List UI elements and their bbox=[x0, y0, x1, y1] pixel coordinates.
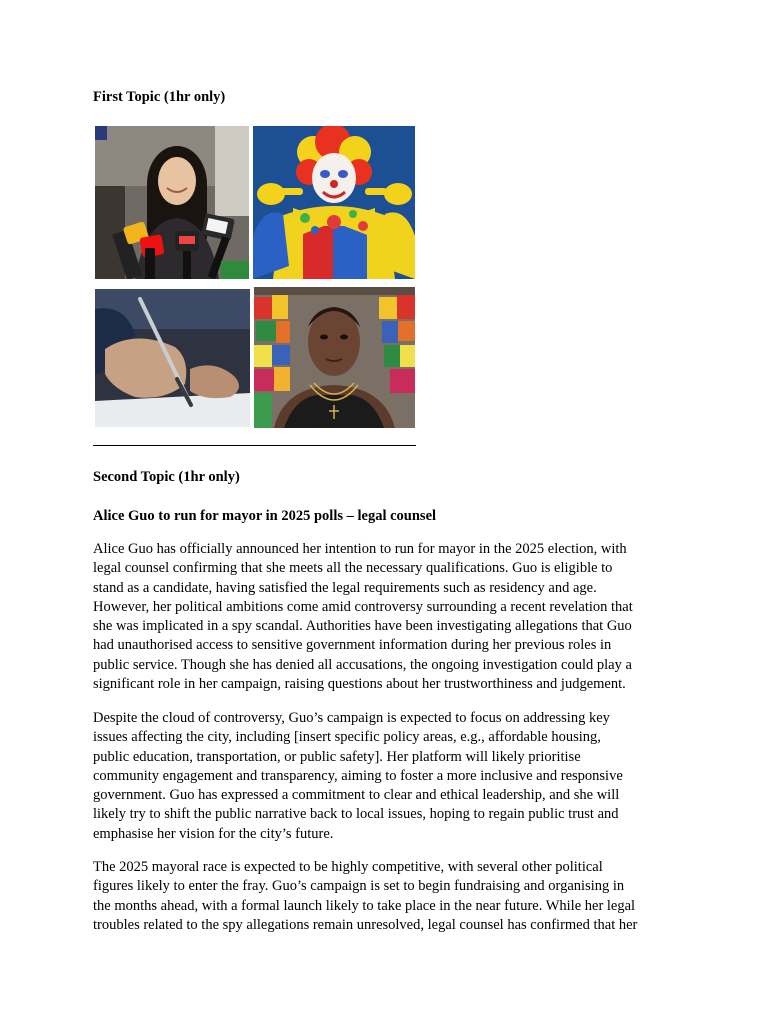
paragraph-line: likely try to shift the public narrative back to local issues, hoping to regain public trust and bbox=[93, 806, 619, 823]
paragraph-line: Despite the cloud of controversy, Guo’s campaign is expected to focus on addressing key bbox=[93, 710, 610, 726]
article-paragraph-2 bbox=[93, 709, 683, 844]
paragraph-line: public education, transportation, or public safety]. Her platform will likely prioritise bbox=[93, 748, 581, 765]
clown-photo bbox=[253, 126, 415, 279]
paragraph-line: legal counsel confirming that she meets all the necessary qualifications. Guo is eligible to bbox=[93, 560, 613, 577]
vendor-portrait-photo bbox=[254, 287, 415, 428]
section-divider bbox=[93, 445, 416, 446]
writing-hand-photo bbox=[95, 289, 250, 427]
paragraph-line: the months ahead, with a formal launch likely to take place in the near future. While her legal bbox=[93, 897, 636, 914]
article-paragraph-3 bbox=[93, 858, 683, 935]
paragraph-line: However, her political ambitions come amid controversy surrounding a recent revelation that bbox=[93, 598, 633, 615]
paragraph-line: she was implicated in a spy scandal. Authorities have been investigating allegations that Guo bbox=[93, 618, 632, 635]
paragraph-line: troubles related to the spy allegations remain unresolved, legal counsel has confirmed that her bbox=[93, 916, 638, 933]
second-topic-heading: Second Topic (1hr only) bbox=[93, 469, 240, 485]
paragraph-line: public service. Though she has denied all accusations, the ongoing investigation could play a bbox=[93, 656, 632, 673]
paragraph-line: Alice Guo has officially announced her intention to run for mayor in the 2025 election, with bbox=[93, 541, 627, 557]
paragraph-line: emphasise her vision for the city’s future. bbox=[93, 825, 334, 842]
paragraph-line: significant role in her campaign, raising questions about her trustworthiness and judgement. bbox=[93, 676, 626, 693]
article-paragraph-1 bbox=[93, 540, 683, 694]
paragraph-line: had unauthorised access to sensitive government information during her previous roles in bbox=[93, 637, 612, 654]
paragraph-line: government. Guo has expressed a commitment to clear and ethical leadership, and she will bbox=[93, 787, 620, 804]
press-conference-photo bbox=[95, 126, 249, 279]
first-topic-heading: First Topic (1hr only) bbox=[93, 89, 226, 105]
paragraph-line: figures likely to enter the fray. Guo’s campaign is set to begin fundraising and organising in bbox=[93, 878, 625, 895]
paragraph-line: issues affecting the city, including [insert specific policy areas, e.g., affordable housing, bbox=[93, 729, 601, 746]
paragraph-line: stand as a candidate, having satisfied the legal requirements such as residency and age. bbox=[93, 579, 597, 596]
paragraph-line: The 2025 mayoral race is expected to be highly competitive, with several other political bbox=[93, 859, 603, 875]
paragraph-line: community engagement and transparency, aiming to foster a more inclusive and responsive bbox=[93, 767, 623, 784]
article-title: Alice Guo to run for mayor in 2025 polls – legal counsel bbox=[93, 508, 437, 524]
